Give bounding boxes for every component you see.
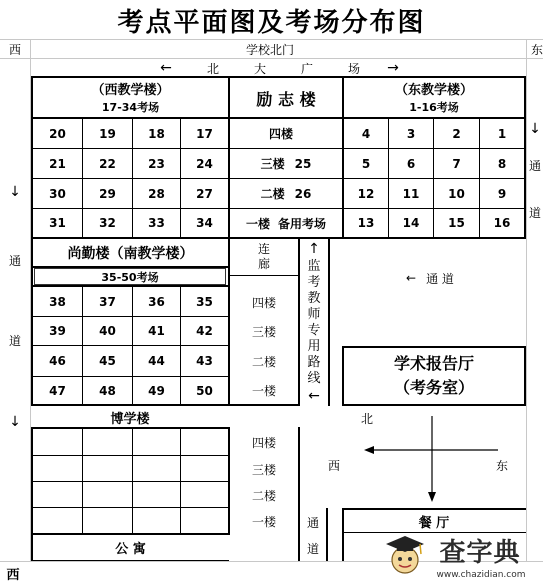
- passage-label: 通: [306, 515, 319, 530]
- east-label: 东: [530, 42, 543, 57]
- north-gate-label: 学校北门: [245, 42, 294, 57]
- page-title: 考点平面图及考场分布图: [117, 7, 426, 38]
- down-arrow-icon: ↓: [9, 414, 21, 430]
- down-arrow-icon: ↓: [529, 121, 541, 137]
- floor-row: [230, 149, 342, 178]
- room-cell: 7: [452, 156, 461, 171]
- east-building-rooms: 1-16考场: [409, 100, 459, 114]
- room-cell: 1: [497, 126, 507, 141]
- floor-label: 二楼: [260, 187, 285, 201]
- room-cell: 13: [357, 216, 375, 230]
- room-cell: 48: [99, 383, 116, 398]
- room-cell: 22: [99, 156, 116, 171]
- canteen-label: 餐 厅: [418, 515, 450, 531]
- room-cell: 32: [99, 216, 116, 230]
- down-arrow-icon: ↓: [9, 184, 21, 200]
- floor-room: 备用考场: [278, 216, 327, 231]
- room-cell: 24: [196, 156, 213, 171]
- room-cell: 36: [148, 294, 165, 309]
- floor-row: [230, 209, 342, 237]
- right-arrow-icon: →: [387, 60, 399, 76]
- floor-label: 四楼: [268, 127, 293, 141]
- room-cell: 29: [99, 186, 116, 201]
- room-cell: 18: [148, 126, 165, 141]
- compass-arrows-icon: [330, 410, 530, 505]
- left-arrow-icon: ←: [160, 60, 172, 76]
- room-cell: 46: [49, 354, 66, 368]
- lecture-hall-name: 学术报告厅: [393, 354, 474, 373]
- room-cell: 12: [357, 186, 375, 201]
- room-cell: 4: [361, 126, 371, 141]
- passage-label: 道: [8, 333, 21, 348]
- floor-label: 一楼: [245, 216, 270, 231]
- room-cell: 28: [148, 186, 165, 201]
- watermark: [380, 528, 540, 586]
- room-cell: 5: [361, 156, 371, 171]
- floor-row: [230, 119, 342, 148]
- room-cell: 16: [493, 216, 511, 230]
- west-building-rooms: 17-34考场: [101, 100, 160, 114]
- proctor-path-label: [300, 258, 328, 388]
- room-cell: 27: [196, 186, 213, 201]
- lizhi-building-name: 励 志 楼: [256, 89, 316, 109]
- graduate-mascot-icon: [384, 532, 426, 576]
- west-label: 西: [8, 42, 21, 57]
- corridor-text: 连廊: [257, 242, 270, 271]
- room-cell: 10: [448, 186, 465, 201]
- passage-label: 通: [528, 158, 541, 173]
- room-cell: 49: [148, 383, 165, 398]
- plaza-char: 广: [300, 61, 313, 76]
- room-cell: 40: [99, 324, 116, 338]
- room-cell: 37: [99, 294, 116, 309]
- room-cell: 14: [402, 216, 420, 230]
- lecture-hall: [344, 348, 524, 404]
- room-cell: 42: [196, 324, 213, 338]
- shangqin-rooms: 35-50考场: [34, 268, 226, 285]
- passage-label: 通: [8, 253, 21, 268]
- room-cell: 34: [196, 216, 213, 230]
- floor-label: 一楼: [251, 383, 276, 398]
- plaza-char: 大: [253, 61, 266, 76]
- room-cell: 15: [448, 216, 465, 230]
- north-plaza: [31, 59, 526, 77]
- floor-room: 25: [294, 156, 312, 171]
- room-cell: 3: [406, 126, 416, 141]
- proctor-path-text: 监考教师专用路线: [307, 259, 321, 386]
- up-arrow-icon: ↑: [308, 241, 320, 257]
- room-cell: 17: [196, 126, 213, 141]
- middle-passage: [380, 268, 480, 288]
- room-cell: 2: [452, 126, 461, 141]
- room-cell: 38: [49, 294, 66, 309]
- room-cell: 50: [196, 383, 213, 398]
- room-cell: 47: [49, 383, 66, 398]
- floor-row: [230, 179, 342, 208]
- floor-room: 26: [294, 186, 312, 201]
- floor-label: 三楼: [260, 157, 285, 171]
- floor-label: 三楼: [251, 324, 276, 339]
- corridor-label: [250, 240, 278, 274]
- room-cell: 44: [148, 354, 165, 368]
- watermark-brand: 查字典: [439, 537, 521, 568]
- room-cell: 35: [196, 294, 213, 309]
- room-cell: 43: [196, 354, 213, 368]
- floor-label: 四楼: [251, 295, 276, 310]
- compass-west: 西: [327, 458, 340, 473]
- room-cell: 9: [497, 186, 507, 201]
- floor-label: 三楼: [251, 462, 276, 477]
- room-cell: 19: [99, 126, 116, 141]
- watermark-url: www.chazidian.com: [436, 570, 526, 580]
- room-cell: 31: [49, 216, 66, 230]
- boxue-building-name: 博学楼: [110, 411, 150, 427]
- room-cell: 20: [49, 126, 66, 141]
- room-cell: 45: [99, 354, 116, 368]
- room-cell: 11: [402, 186, 420, 201]
- compass-east: 东: [495, 458, 508, 473]
- room-cell: 39: [49, 324, 66, 338]
- plaza-char: 场: [347, 61, 360, 76]
- room-cell: 23: [148, 156, 165, 171]
- room-cell: 8: [497, 156, 507, 171]
- east-building-name: （东教学楼）: [394, 82, 473, 98]
- shangqin-building-name: 尚勤楼（南教学楼）: [67, 246, 194, 262]
- west-building-name: （西教学楼）: [91, 82, 170, 98]
- floor-label: 四楼: [251, 435, 276, 450]
- room-cell: 21: [49, 156, 66, 171]
- passage-label: 道: [306, 541, 319, 556]
- west-label-bottom: 西: [6, 567, 20, 583]
- dormitory-label: 公 寓: [115, 541, 146, 557]
- room-cell: 6: [406, 156, 416, 171]
- left-arrow-icon: ←: [308, 388, 320, 404]
- floor-label: 二楼: [251, 354, 276, 369]
- lecture-hall-sub: （考务室）: [393, 378, 474, 397]
- passage-label: 通 道: [426, 271, 454, 286]
- compass-north: 北: [360, 411, 373, 426]
- room-cell: 30: [49, 186, 66, 201]
- left-arrow-icon: ←: [406, 271, 417, 285]
- passage-label: 道: [528, 205, 541, 220]
- floor-label: 二楼: [251, 488, 276, 503]
- floor-label: 一楼: [251, 514, 276, 529]
- room-cell: 41: [148, 324, 165, 338]
- plaza-char: 北: [206, 61, 219, 76]
- room-cell: 33: [148, 216, 165, 230]
